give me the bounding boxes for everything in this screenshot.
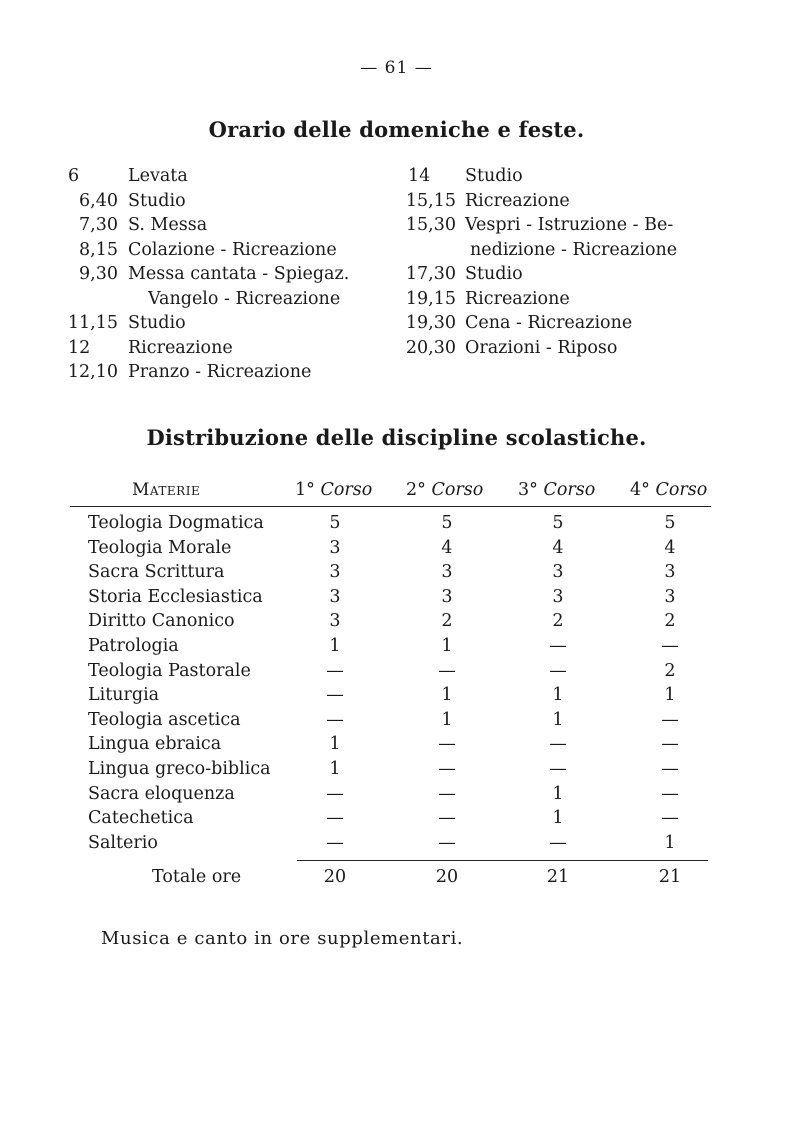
hours-corso-3: 1 [552,685,564,706]
hours-corso-3: 3 [552,562,564,583]
hours-corso-4: — [661,758,679,779]
hours-corso-3: 5 [552,513,564,533]
hours-corso-1: 3 [329,611,341,632]
schedule-time: 14 [408,166,431,186]
column-header-materie: Materie [132,480,201,500]
corso-number: 3° [518,480,538,500]
subject-name: Lingua greco-biblica [88,758,271,779]
schedule-time: 8,15 [79,239,118,260]
total-label: Totale ore [152,867,242,888]
hours-corso-1: — [326,783,344,804]
schedule-time: 19,15 [405,288,456,309]
subject-name: Lingua ebraica [88,734,222,755]
subject-name: Teologia Morale [88,537,232,558]
schedule-entry [400,164,730,189]
corso-label: Corso [431,480,484,500]
corso-label: Corso [655,480,708,500]
subject-name: Storia Ecclesiastica [88,586,263,607]
hours-corso-2: 3 [441,586,453,607]
schedule-entry [400,189,730,214]
table-row [70,513,711,538]
hours-corso-1: 3 [329,562,341,583]
hours-corso-3: 1 [552,783,564,804]
hours-corso-2: — [438,832,456,853]
subject-name: Teologia Dogmatica [88,513,264,533]
table-total-row [70,867,711,891]
schedule-activity: Ricreazione [465,190,570,211]
schedule-time: 12,10 [67,362,118,382]
hours-corso-1: 1 [329,758,341,779]
hours-corso-1: — [326,709,344,730]
hours-corso-1: — [326,808,344,829]
hours-corso-4: — [661,783,679,804]
schedule-time: 15,15 [405,190,456,211]
table-body [70,507,711,857]
hours-corso-4: 4 [664,537,676,558]
schedule-activity: Vangelo - Ricreazione [148,288,341,309]
schedule-activity: Colazione - Ricreazione [128,239,337,260]
subject-name: Teologia Pastorale [88,660,251,681]
hours-corso-2: 1 [441,635,453,656]
total-corso-3: 21 [546,867,570,888]
schedule-entry [400,262,730,287]
hours-corso-3: — [549,734,567,755]
schedule-right-column [400,164,730,360]
column-header-corso-3 [518,480,595,500]
hours-corso-2: 4 [441,537,453,558]
hours-corso-1: — [326,660,344,681]
schedule-activity: Ricreazione [128,337,233,358]
schedule-activity: Messa cantata - Spiegaz. [128,264,350,284]
schedule-entry [60,336,390,361]
column-header-corso-1 [295,480,372,500]
column-header-corso-2 [406,480,483,500]
hours-corso-2: 2 [441,611,453,632]
hours-corso-3: 1 [552,709,564,730]
subject-name: Liturgia [88,685,160,706]
schedule-time: 11,15 [67,313,118,333]
hours-corso-3: — [549,758,567,779]
table-row [70,661,711,686]
schedule-time: 6,40 [79,190,118,211]
schedule-activity: S. Messa [128,215,208,235]
schedule-time: 20,30 [405,337,456,358]
hours-corso-3: 4 [552,537,564,558]
schedule-time: 7,30 [79,215,118,235]
total-corso-4: 21 [658,867,682,888]
hours-corso-3: 1 [552,808,564,829]
hours-corso-3: — [549,832,567,853]
table-row [70,833,711,858]
subject-name: Sacra eloquenza [88,783,235,804]
schedule-time: 15,30 [405,215,456,235]
table-row [70,587,711,612]
table-header [70,476,711,507]
disciplines-title: Distribuzione delle discipline scolastiche. [146,425,647,450]
hours-corso-1: 1 [329,734,341,755]
hours-corso-3: 3 [552,586,564,607]
schedule-left-column [60,164,390,385]
hours-corso-4: 2 [664,660,676,681]
schedule-time: 6 [68,166,80,186]
page-number: — 61 — [360,58,433,78]
table-row [70,710,711,735]
schedule-activity: Studio [128,313,186,333]
subject-name: Sacra Scrittura [88,562,225,583]
hours-corso-2: 1 [441,709,453,730]
hours-corso-3: — [549,660,567,681]
hours-corso-2: 1 [441,685,453,706]
corso-number: 1° [295,480,315,500]
table-row [70,562,711,587]
schedule-entry [60,360,390,385]
schedule-activity: Orazioni - Riposo [465,337,618,358]
schedule-activity: nedizione - Ricreazione [470,239,678,260]
table-row [70,685,711,710]
schedule-entry [400,213,730,238]
schedule-entry-continuation [60,287,390,312]
schedule-entry [400,336,730,361]
hours-corso-4: — [661,635,679,656]
subject-name: Diritto Canonico [88,611,235,632]
hours-corso-2: — [438,734,456,755]
hours-corso-2: — [438,758,456,779]
corso-label: Corso [320,480,373,500]
hours-corso-2: — [438,783,456,804]
hours-corso-1: — [326,832,344,853]
totals-rule [297,860,708,861]
table-row [70,636,711,661]
schedule-activity: Studio [128,190,186,211]
corso-number: 2° [406,480,426,500]
hours-corso-4: — [661,734,679,755]
schedule-entry [60,262,390,287]
hours-corso-4: 1 [664,685,676,706]
hours-corso-2: — [438,808,456,829]
disciplines-table [70,476,711,888]
hours-corso-1: — [326,685,344,706]
hours-corso-1: 3 [329,537,341,558]
table-row [70,784,711,809]
schedule-entry [400,311,730,336]
hours-corso-1: 3 [329,586,341,607]
hours-corso-4: 2 [664,611,676,632]
table-row [70,538,711,563]
schedule-time: 9,30 [79,264,118,284]
schedule-activity: Ricreazione [465,288,570,309]
hours-corso-2: — [438,660,456,681]
column-header-corso-4 [630,480,707,500]
total-corso-2: 20 [435,867,459,888]
hours-corso-4: — [661,808,679,829]
hours-corso-4: 1 [664,832,676,853]
schedule-time: 17,30 [405,264,456,284]
corso-label: Corso [543,480,596,500]
subject-name: Salterio [88,832,158,853]
hours-corso-4: 3 [664,586,676,607]
hours-corso-2: 5 [441,513,453,533]
hours-corso-4: 3 [664,562,676,583]
hours-corso-4: — [661,709,679,730]
schedule-time: 19,30 [405,313,456,333]
schedule-entry [400,287,730,312]
hours-corso-4: 5 [664,513,676,533]
hours-corso-3: — [549,635,567,656]
table-row [70,734,711,759]
schedule-activity: Levata [128,166,188,186]
corso-number: 4° [630,480,650,500]
schedule-activity: Studio [465,166,523,186]
hours-corso-1: 1 [329,635,341,656]
schedule-entry [60,189,390,214]
schedule-title: Orario delle domeniche e feste. [208,117,585,142]
hours-corso-3: 2 [552,611,564,632]
schedule-activity: Cena - Ricreazione [465,313,633,333]
schedule-entry [60,311,390,336]
subject-name: Catechetica [88,808,194,829]
schedule-activity: Studio [465,264,523,284]
footnote: Musica e canto in ore supplementari. [101,928,464,949]
schedule-entry-continuation [400,238,730,263]
table-row [70,611,711,636]
total-corso-1: 20 [323,867,347,888]
subject-name: Teologia ascetica [88,709,241,730]
table-row [70,808,711,833]
hours-corso-2: 3 [441,562,453,583]
table-row [70,759,711,784]
schedule-activity: Vespri - Istruzione - Be- [465,215,674,235]
schedule-entry [60,213,390,238]
schedule-entry [60,238,390,263]
schedule-time: 12 [68,337,91,358]
subject-name: Patrologia [88,635,179,656]
schedule-activity: Pranzo - Ricreazione [128,362,312,382]
hours-corso-1: 5 [329,513,341,533]
schedule-entry [60,164,390,189]
